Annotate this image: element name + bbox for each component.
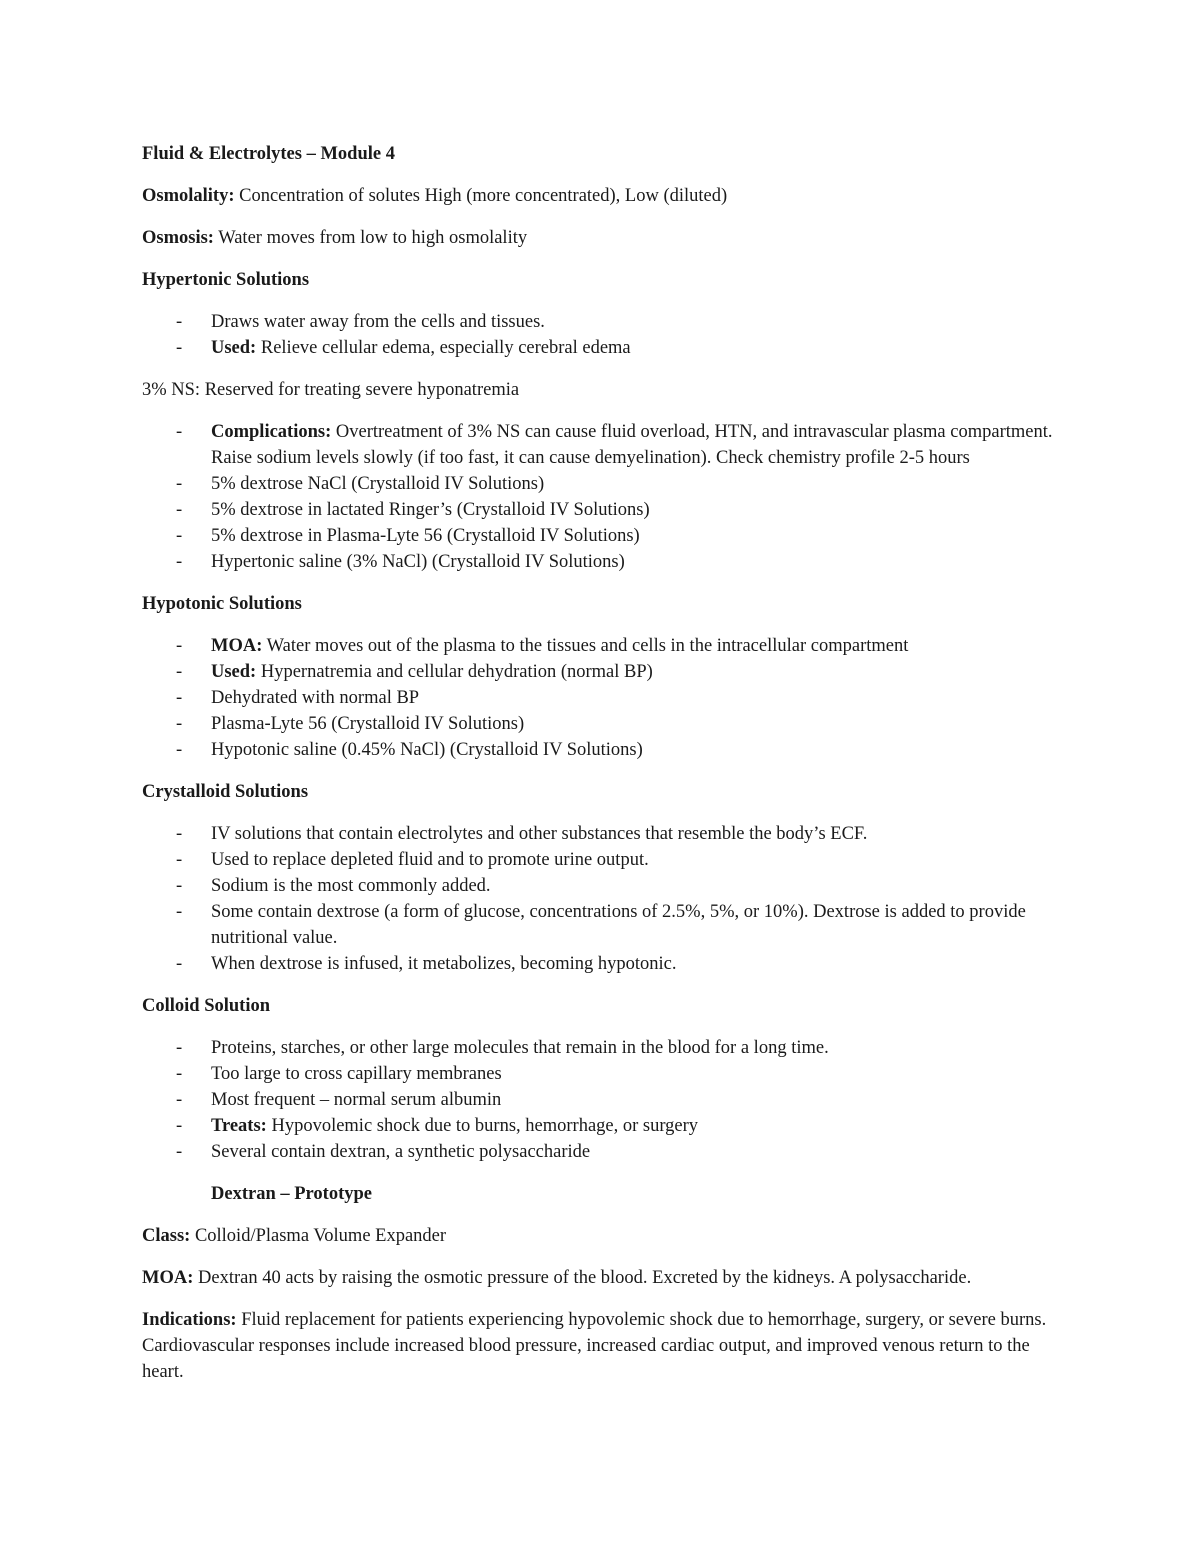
item-text: Several contain dextran, a synthetic polysaccharide (211, 1142, 591, 1162)
list-item (142, 873, 1062, 899)
item-text: Hypertonic saline (3% NaCl) (Crystalloid IV Solutions) (211, 552, 625, 572)
dextran-heading: Dextran – Prototype (211, 1184, 372, 1204)
item-text: IV solutions that contain electrolytes and other substances that resemble the body’s ECF. (211, 824, 868, 844)
item-text: Too large to cross capillary membranes (211, 1064, 502, 1084)
item-text: Water moves out of the plasma to the tissues and cells in the intracellular compartment (262, 636, 909, 656)
hypertonic-list (142, 309, 1062, 361)
item-text: 5% dextrose in Plasma-Lyte 56 (Crystalloid IV Solutions) (211, 526, 640, 546)
item-text: Used to replace depleted fluid and to promote urine output. (211, 850, 649, 870)
item-label: MOA: (211, 636, 263, 656)
item-text: Most frequent – normal serum albumin (211, 1090, 502, 1110)
item-text: When dextrose is infused, it metabolizes, becoming hypotonic. (211, 954, 677, 974)
list-item (142, 711, 1062, 737)
osmolality-label: Osmolality: (142, 186, 235, 206)
colloid-list (142, 1035, 1062, 1165)
osmolality-definition (142, 183, 1062, 209)
hypertonic-heading: Hypertonic Solutions (142, 270, 310, 290)
list-item (142, 737, 1062, 763)
list-item (142, 659, 1062, 685)
item-text: Relieve cellular edema, especially cerebral edema (256, 338, 631, 358)
list-item (142, 1061, 1062, 1087)
item-label: Complications: (211, 422, 332, 442)
crystalloid-heading: Crystalloid Solutions (142, 782, 309, 802)
list-item (142, 1113, 1062, 1139)
list-item (142, 1087, 1062, 1113)
item-text: Draws water away from the cells and tissues. (211, 312, 545, 332)
list-item (142, 419, 1062, 471)
item-text: Proteins, starches, or other large molecules that remain in the blood for a long time. (211, 1038, 829, 1058)
indications-label: Indications: (142, 1310, 237, 1330)
list-item (142, 497, 1062, 523)
crystalloid-list (142, 821, 1062, 977)
list-item (142, 1139, 1062, 1165)
list-item (142, 951, 1062, 977)
list-item (142, 549, 1062, 575)
osmosis-text: Water moves from low to high osmolality (213, 228, 528, 248)
item-text: 5% dextrose in lactated Ringer’s (Crystalloid IV Solutions) (211, 500, 650, 520)
osmolality-text: Concentration of solutes High (more concentrated), Low (diluted) (234, 186, 728, 206)
hypotonic-list (142, 633, 1062, 763)
moa-label: MOA: (142, 1268, 194, 1288)
list-item (142, 685, 1062, 711)
item-label: Treats: (211, 1116, 267, 1136)
dextran-class (142, 1223, 1062, 1249)
dextran-moa (142, 1265, 1062, 1291)
item-text: Hypovolemic shock due to burns, hemorrhage, or surgery (266, 1116, 699, 1136)
item-text: Some contain dextrose (a form of glucose, concentrations of 2.5%, 5%, or 10%). Dextrose is added to provide nutritional value. (211, 902, 1026, 948)
document-page (142, 141, 1062, 1401)
list-item (142, 309, 1062, 335)
hypotonic-heading: Hypotonic Solutions (142, 594, 302, 614)
osmosis-label: Osmosis: (142, 228, 214, 248)
item-text: Overtreatment of 3% NS can cause fluid overload, HTN, and intravascular plasma compartment. Raise sodium levels slowly (if too fast, it can cause demyelination). Check chemistry profile 2-5 hours (211, 422, 1053, 468)
list-item (142, 821, 1062, 847)
list-item (142, 1035, 1062, 1061)
item-text: Hypotonic saline (0.45% NaCl) (Crystalloid IV Solutions) (211, 740, 643, 760)
ns3-list (142, 419, 1062, 575)
item-text: Sodium is the most commonly added. (211, 876, 491, 896)
item-label: Used: (211, 662, 257, 682)
list-item (142, 633, 1062, 659)
item-text: 5% dextrose NaCl (Crystalloid IV Solutions) (211, 474, 545, 494)
item-text: Hypernatremia and cellular dehydration (normal BP) (256, 662, 653, 682)
ns3-paragraph: 3% NS: Reserved for treating severe hyponatremia (142, 380, 520, 400)
class-label: Class: (142, 1226, 191, 1246)
list-item (142, 899, 1062, 951)
list-item (142, 471, 1062, 497)
colloid-heading: Colloid Solution (142, 996, 271, 1016)
dextran-indications (142, 1307, 1062, 1385)
item-text: Plasma-Lyte 56 (Crystalloid IV Solutions) (211, 714, 525, 734)
indications-text: Fluid replacement for patients experiencing hypovolemic shock due to hemorrhage, surgery, or severe burns. Cardiovascular responses include increased blood pressure, increased cardiac output, and improved venous return to the heart. (142, 1310, 1047, 1382)
osmosis-definition (142, 225, 1062, 251)
item-label: Used: (211, 338, 257, 358)
list-item (142, 335, 1062, 361)
item-text: Dehydrated with normal BP (211, 688, 420, 708)
list-item (142, 847, 1062, 873)
list-item (142, 523, 1062, 549)
document-title: Fluid & Electrolytes – Module 4 (142, 144, 395, 164)
class-text: Colloid/Plasma Volume Expander (190, 1226, 447, 1246)
moa-text: Dextran 40 acts by raising the osmotic pressure of the blood. Excreted by the kidneys. A polysaccharide. (193, 1268, 972, 1288)
